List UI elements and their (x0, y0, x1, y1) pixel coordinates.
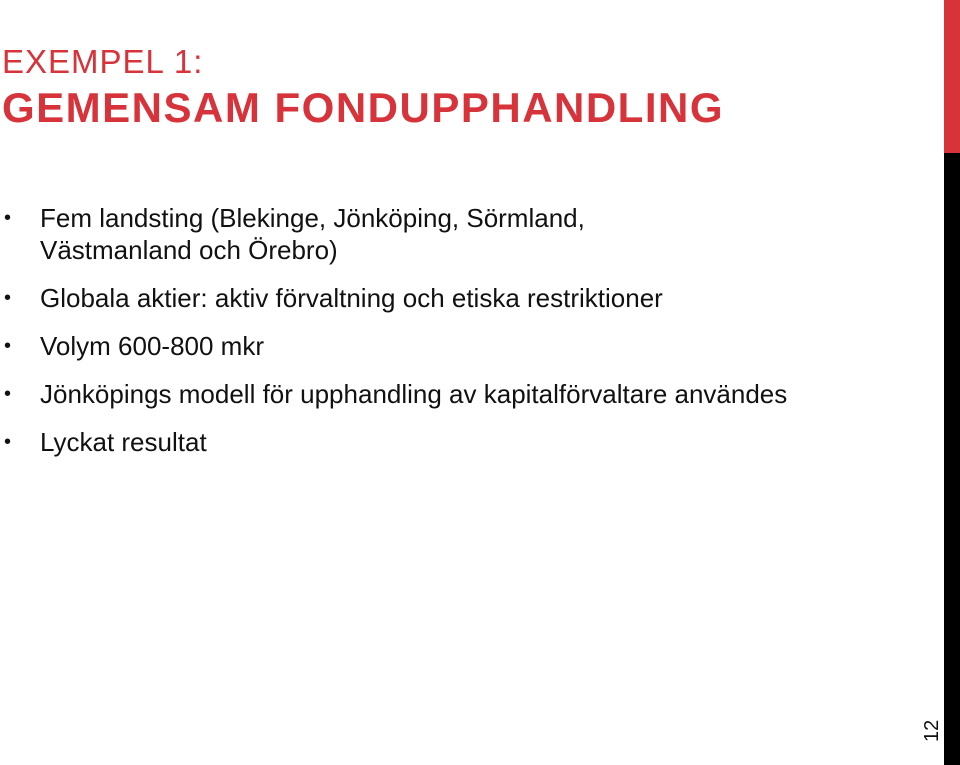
bullet-item (0, 426, 920, 458)
bullet-icon: • (4, 287, 12, 309)
bullet-item (0, 202, 920, 266)
bullet-icon: • (4, 431, 12, 453)
side-bar-accent (944, 0, 960, 153)
bullet-text: Fem landsting (Blekinge, Jönköping, Sörmland, Västmanland och Örebro) (40, 203, 585, 265)
bullet-item (0, 330, 920, 362)
side-bar (944, 0, 960, 765)
side-bar-dark (944, 153, 960, 765)
bullet-item (0, 378, 920, 410)
bullet-text: Volym 600-800 mkr (40, 331, 264, 361)
bullet-text: Jönköpings modell för upphandling av kapitalförvaltare användes (40, 379, 788, 409)
bullet-text: Globala aktier: aktiv förvaltning och etiska restriktioner (40, 283, 663, 313)
page-number: 12 (921, 719, 943, 742)
bullet-icon: • (4, 207, 12, 229)
bullet-icon: • (4, 383, 12, 405)
bullet-item (0, 282, 920, 314)
slide-title: GEMENSAM FONDUPPHANDLING (2, 84, 725, 131)
slide-title-kicker: EXEMPEL 1: (2, 43, 204, 80)
bullet-icon: • (4, 335, 12, 357)
bullet-list (0, 202, 920, 474)
bullet-text: Lyckat resultat (40, 427, 207, 457)
